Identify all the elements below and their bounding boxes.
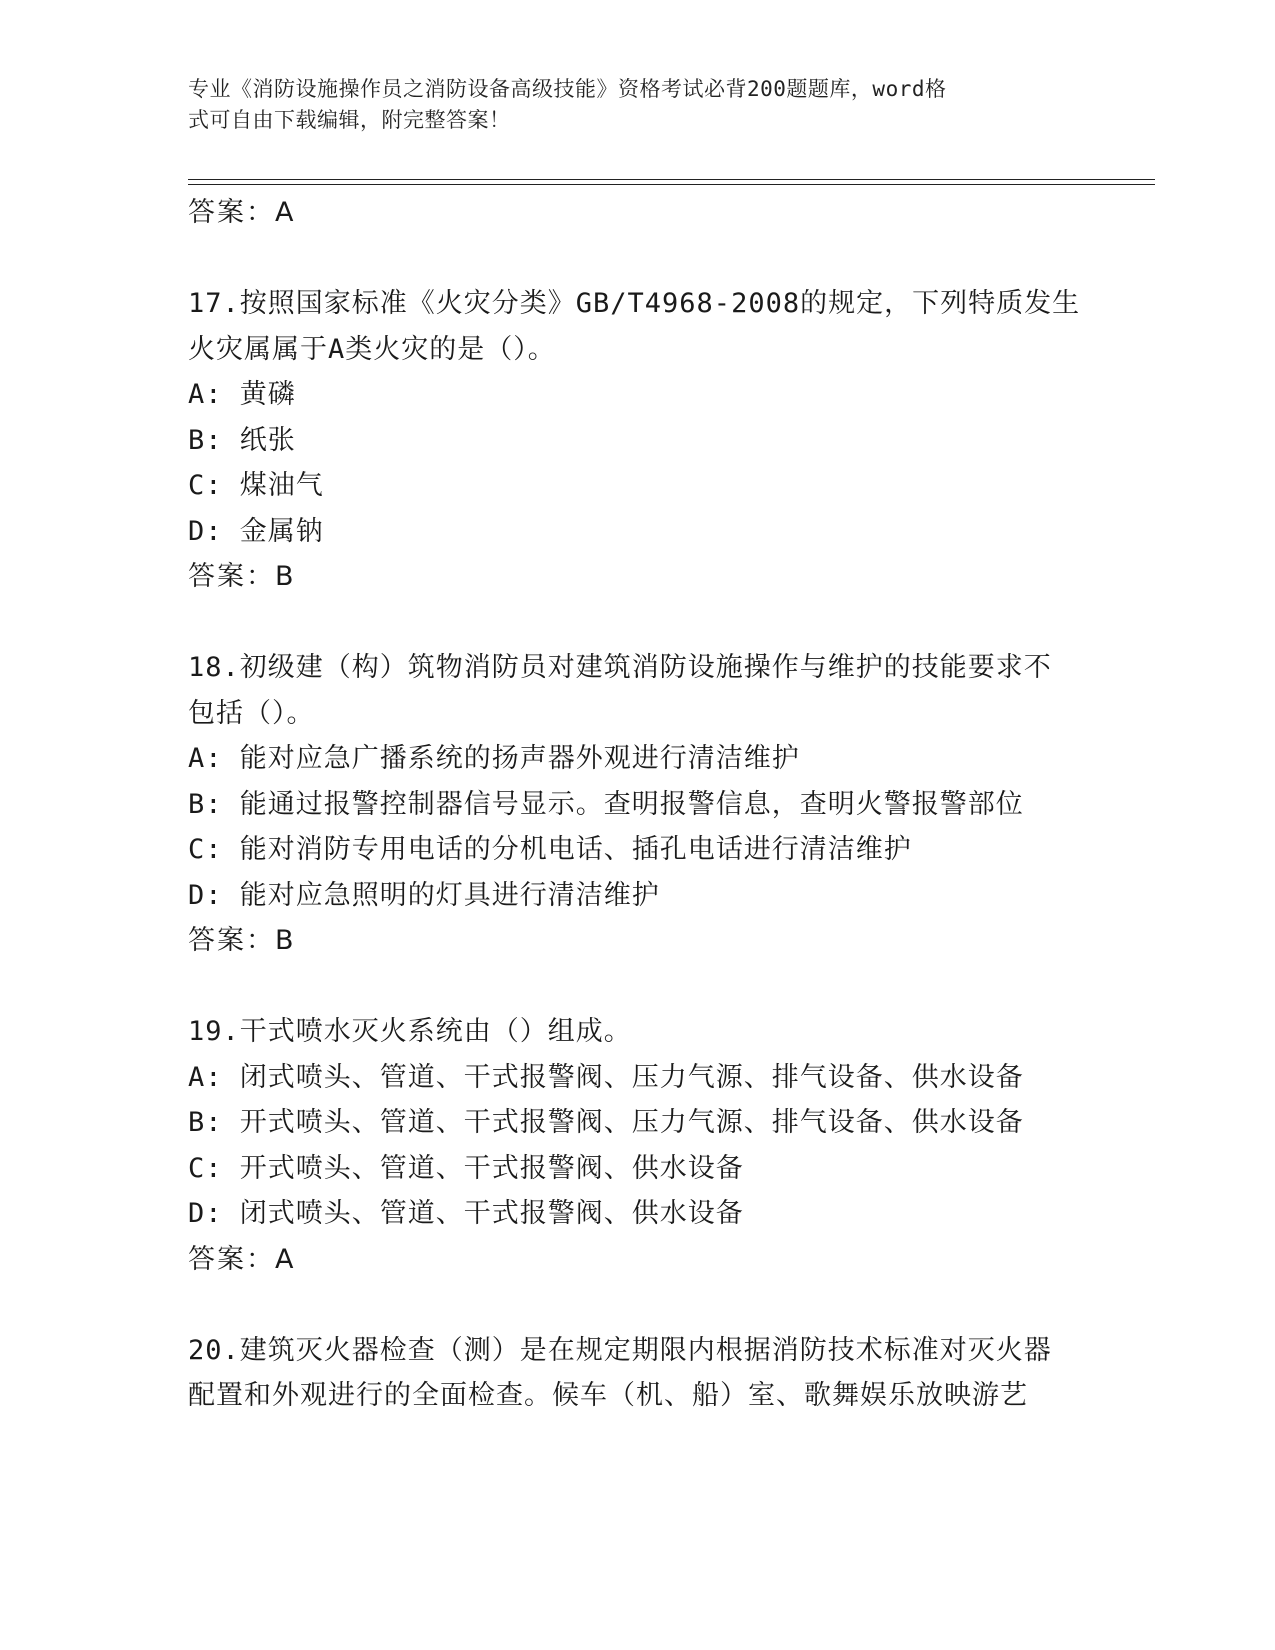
option-b: B: 开式喷头、管道、干式报警阀、压力气源、排气设备、供水设备 — [188, 1107, 1024, 1138]
header-divider-bottom — [188, 184, 1155, 185]
question-stem-line: 20.建筑灭火器检查（测）是在规定期限内根据消防技术标准对灭火器 — [188, 1334, 1052, 1366]
question-stem-line: 17.按照国家标准《火灾分类》GB/T4968-2008的规定，下列特质发生 — [188, 288, 1081, 319]
spacer — [188, 600, 1088, 646]
spacer — [188, 964, 1088, 1010]
header-line-1: 专业《消防设施操作员之消防设备高级技能》资格考试必背200题题库，word格 — [188, 77, 947, 101]
option-a: A: 黄磷 — [188, 379, 296, 410]
option-d: D: 金属钠 — [188, 515, 324, 547]
option-b: B: 能通过报警控制器信号显示。查明报警信息，查明火警报警部位 — [188, 788, 1024, 820]
question-stem-line: 火灾属属于A类火灾的是（）。 — [188, 333, 556, 365]
question-stem-line: 配置和外观进行的全面检查。候车（机、船）室、歌舞娱乐放映游艺 — [188, 1380, 1028, 1411]
spacer — [188, 236, 1088, 282]
option-b: B: 纸张 — [188, 424, 296, 456]
previous-answer: 答案：A — [188, 197, 296, 228]
header-divider-top — [188, 179, 1155, 180]
header-line-2: 式可自由下载编辑，附完整答案！ — [188, 108, 511, 132]
option-a: A: 能对应急广播系统的扬声器外观进行清洁维护 — [188, 743, 800, 774]
spacer — [188, 1282, 1088, 1328]
option-c: C: 开式喷头、管道、干式报警阀、供水设备 — [188, 1152, 744, 1184]
question-stem-line: 18.初级建（构）筑物消防员对建筑消防设施操作与维护的技能要求不 — [188, 652, 1052, 683]
question-stem-line: 19.干式喷水灭火系统由（）组成。 — [188, 1016, 632, 1047]
document-header — [188, 74, 1068, 136]
question-18 — [188, 645, 1088, 964]
question-20 — [188, 1328, 1088, 1419]
answer-line: 答案：B — [188, 925, 296, 956]
question-stem-line: 包括（）。 — [188, 697, 315, 729]
question-17 — [188, 281, 1088, 600]
option-d: D: 能对应急照明的灯具进行清洁维护 — [188, 879, 660, 911]
option-c: C: 煤油气 — [188, 470, 324, 501]
option-d: D: 闭式喷头、管道、干式报警阀、供水设备 — [188, 1198, 744, 1229]
answer-line: 答案：A — [188, 1243, 296, 1275]
question-19 — [188, 1009, 1088, 1282]
option-a: A: 闭式喷头、管道、干式报警阀、压力气源、排气设备、供水设备 — [188, 1061, 1024, 1093]
option-c: C: 能对消防专用电话的分机电话、插孔电话进行清洁维护 — [188, 834, 912, 865]
answer-line: 答案：B — [188, 561, 296, 592]
document-body — [188, 190, 1088, 1419]
